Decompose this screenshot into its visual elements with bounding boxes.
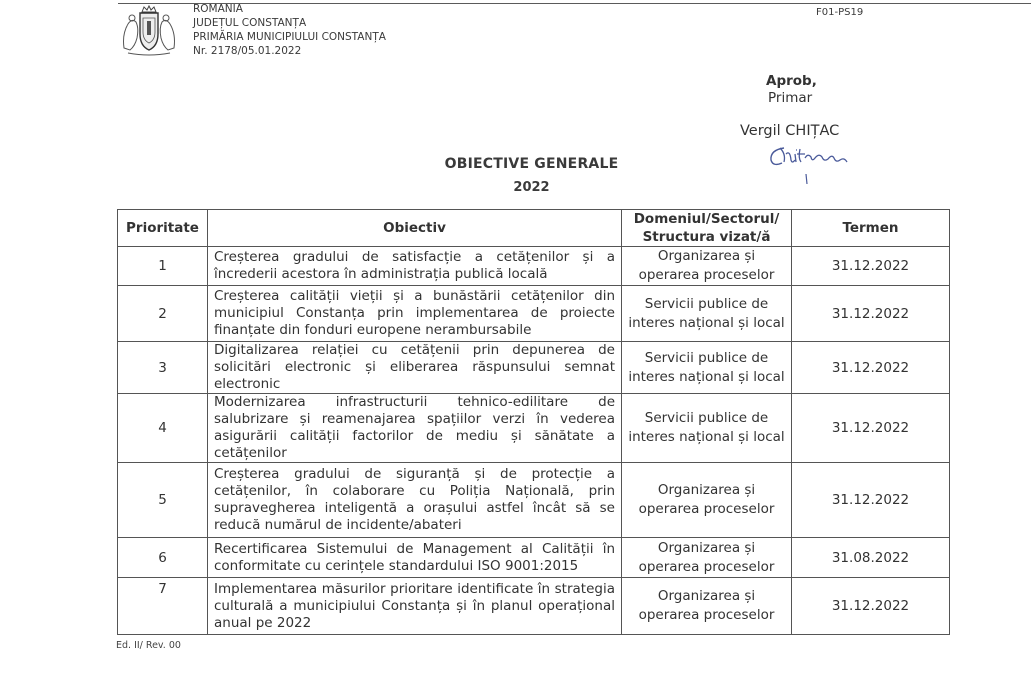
objective-cell: Implementarea măsurilor prioritare identificate în strategia culturală a municipiului Constanța și în planul operațional anual pe 2022 [208,578,622,635]
table-row [118,538,950,578]
column-header-domain: Domeniul/Sectorul/ Structura vizat/ă [622,210,792,247]
table-header-row [118,210,950,247]
header-county: JUDEȚUL CONSTANȚA [193,17,307,29]
priority-cell: 3 [118,342,208,394]
page-year: 2022 [513,180,550,195]
document-code: F01-PS19 [816,7,864,18]
mayor-name: Vergil CHIȚAC [740,123,840,139]
domain-cell: Organizarea și operarea proceselor [622,247,792,286]
table-row [118,286,950,342]
table-row [118,394,950,463]
table-row [118,463,950,538]
deadline-cell: 31.12.2022 [792,394,950,463]
domain-cell: Servicii publice de interes național și local [622,394,792,463]
deadline-cell: 31.12.2022 [792,286,950,342]
objective-cell: Digitalizarea relației cu cetățenii prin depunerea de solicitări electronic și eliberarea răspunsului semnat electronic [208,342,622,394]
approval-label: Aprob, [766,73,817,89]
objective-cell: Modernizarea infrastructurii tehnico-edilitare de salubrizare și reamenajarea spațiilor verzi în vederea asigurării calității factorilor de mediu și sănătate a cetățenilor [208,394,622,463]
objective-cell: Creșterea gradului de siguranță și de protecție a cetățenilor, în colaborare cu Poliția Națională, prin supravegherea inteligentă a orașului astfel încât să se reducă numărul de incidente/abateri [208,463,622,538]
deadline-cell: 31.12.2022 [792,342,950,394]
header-registration-number: Nr. 2178/05.01.2022 [193,45,302,57]
header-country: ROMANIA [193,3,243,15]
deadline-cell: 31.08.2022 [792,538,950,578]
domain-cell: Organizarea și operarea proceselor [622,538,792,578]
deadline-cell: 31.12.2022 [792,578,950,635]
objectives-table [117,209,950,635]
objective-cell: Recertificarea Sistemului de Management al Calității în conformitate cu cerințele standardului ISO 9001:2015 [208,538,622,578]
column-header-priority: Prioritate [118,210,208,247]
mayor-title: Primar [768,90,813,106]
page-title: OBIECTIVE GENERALE [444,156,619,172]
domain-cell: Servicii publice de interes național și local [622,286,792,342]
priority-cell: 6 [118,538,208,578]
table-row [118,342,950,394]
priority-cell: 5 [118,463,208,538]
edition-revision: Ed. II/ Rev. 00 [116,640,181,651]
deadline-cell: 31.12.2022 [792,463,950,538]
objective-cell: Creșterea calității vieții și a bunăstării cetățenilor din municipiul Constanța prin implementarea de proiecte finanțate din fonduri europene nerambursabile [208,286,622,342]
priority-cell: 2 [118,286,208,342]
table-row [118,578,950,635]
deadline-cell: 31.12.2022 [792,247,950,286]
coat-of-arms-icon [120,4,178,58]
domain-cell: Organizarea și operarea proceselor [622,578,792,635]
column-header-deadline: Termen [792,210,950,247]
objective-cell: Creșterea gradului de satisfacție a cetățenilor și a încrederii acestora în administrația publică locală [208,247,622,286]
domain-cell: Organizarea și operarea proceselor [622,463,792,538]
priority-cell: 7 [118,578,208,635]
priority-cell: 4 [118,394,208,463]
domain-cell: Servicii publice de interes național și local [622,342,792,394]
priority-cell: 1 [118,247,208,286]
signature-icon [764,140,854,190]
institution-header [193,2,386,58]
column-header-objective: Obiectiv [208,210,622,247]
header-institution: PRIMĂRIA MUNICIPIULUI CONSTANȚA [193,31,386,43]
table-row [118,247,950,286]
